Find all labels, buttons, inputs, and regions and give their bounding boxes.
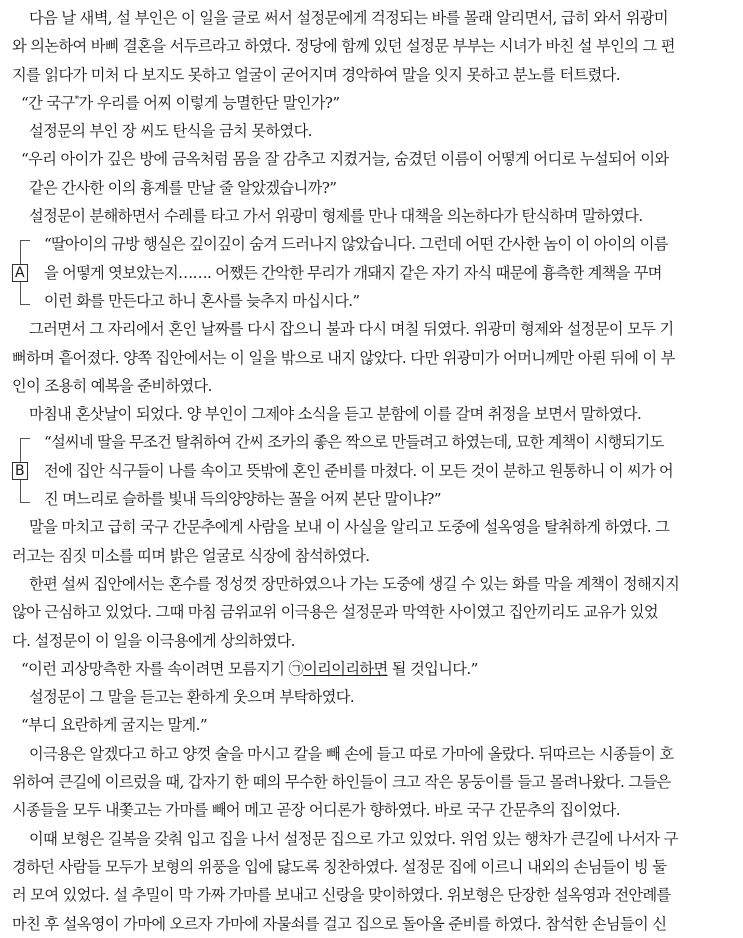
- circled-mark: ㉠: [288, 659, 304, 678]
- quote-line: 진 며느리로 슬하를 빛내 득의양양하는 꼴을 어찌 본단 말이냐?”: [44, 490, 441, 509]
- quote-line: [12, 89, 734, 117]
- quote-line: “딸아이의 규방 행실은 깊이깊이 숨겨 드러나지 않았습니다. 그런데 어떤 간사한 놈이 이 아이의 이름: [44, 235, 668, 254]
- bracket-bottom: [20, 492, 30, 503]
- quote-text: 가 우리를 어찌 이렇게 능멸한단 말인가?”: [78, 93, 340, 112]
- paragraph-line: 설정문이 그 말을 듣고는 환하게 웃으며 부탁하였다.: [29, 688, 355, 707]
- paragraph-line: 시종들을 모두 내쫓고는 가마를 빼어 메고 곧장 어디론가 향하였다. 바로 국구 간문추의 집이었다.: [12, 801, 620, 820]
- paragraph-line: 지를 읽다가 미처 다 보지도 못하고 얼굴이 굳어지며 경악하여 말을 잇지 못하고 분노를 터트렸다.: [12, 65, 620, 84]
- quote-line: “우리 아이가 깊은 방에 금옥처럼 몸을 잘 감추고 지켰거늘, 숨겼던 이름이 어떻게 어디로 누설되어 이와: [21, 150, 669, 169]
- novel-excerpt-page: [12, 4, 734, 938]
- paragraph-line: 경하던 사람들 모두가 보형의 위풍을 입에 닳도록 칭찬하였다. 설정문 집에 이르니 내외의 손님들이 빙 둘: [12, 857, 667, 876]
- quote-block-b: [12, 428, 734, 513]
- quote-line: [12, 655, 734, 683]
- paragraph-line: 말을 마치고 급히 국구 간문추에게 사람을 보내 이 사실을 알리고 도중에 설옥영을 탈취하게 하였다. 그: [29, 518, 670, 537]
- paragraph-line: 이때 보형은 길복을 갖춰 입고 집을 나서 설정문 집으로 가고 있었다. 위엄 있는 행차가 큰길에 나서자 구: [29, 829, 678, 848]
- bracket-bottom: [20, 294, 30, 305]
- bracket-top: [20, 240, 30, 241]
- footnote-mark: *: [74, 94, 79, 105]
- underlined-phrase: 이리이리하면: [303, 659, 388, 678]
- quote-text: “간 국구: [21, 93, 75, 112]
- quote-text: 될 것입니다.”: [387, 659, 478, 678]
- quote-line: 전에 집안 식구들이 나를 속이고 뜻밖에 혼인 준비를 마쳤다. 이 모든 것이 분하고 원통하니 이 씨가 어: [44, 461, 674, 480]
- label-b-box: B: [12, 462, 28, 480]
- paragraph-line: 뻐하며 흩어졌다. 양쪽 집안에서는 이 일을 밖으로 내지 않았다. 다만 위광미가 어머니께만 아뢴 뒤에 이 부: [12, 348, 675, 367]
- paragraph-line: 와 의논하여 바삐 결혼을 서두르라고 하였다. 정당에 함께 있던 설정문 부부는 시녀가 바친 설 부인의 그 편: [12, 37, 675, 56]
- paragraph-line: 다음 날 새벽, 설 부인은 이 일을 글로 써서 설정문에게 걱정되는 바를 몰래 알리면서, 급히 와서 위광미: [29, 9, 668, 27]
- paragraph-line: 그러면서 그 자리에서 혼인 날짜를 다시 잡으니 불과 다시 며칠 뒤였다. 위광미 형제와 설정문이 모두 기: [29, 320, 674, 339]
- quote-text: “이런 괴상망측한 자를 속이려면 모름지기: [21, 659, 289, 678]
- paragraph-line: 다. 설정문이 이 일을 이극용에게 상의하였다.: [12, 631, 295, 650]
- bracket-top: [20, 438, 30, 439]
- paragraph-line: 설정문의 부인 장 씨도 탄식을 금치 못하였다.: [29, 122, 312, 141]
- paragraph-line: 한편 설씨 집안에서는 혼수를 정성껏 장만하였으나 가는 도중에 생길 수 있는 화를 막을 계책이 정해지지: [29, 574, 680, 593]
- paragraph-line: 마침내 혼삿날이 되었다. 양 부인이 그제야 소식을 듣고 분함에 이를 갈며 취정을 보면서 말하였다.: [29, 405, 642, 424]
- paragraph-line: 않아 근심하고 있었다. 그때 마침 금위교위 이극용은 설정문과 막역한 사이였고 집안끼리도 교유가 있었: [12, 603, 658, 622]
- paragraph-line: 러고는 짐짓 미소를 띠며 밝은 얼굴로 식장에 참석하였다.: [12, 546, 370, 565]
- paragraph-line: 인이 조용히 예복을 준비하였다.: [12, 376, 212, 395]
- quote-block-a: [12, 230, 734, 315]
- paragraph-line: 러 모여 있었다. 설 추밀이 막 가짜 가마를 보내고 신랑을 맞이하였다. 위보형은 단장한 설옥영과 전안례를: [12, 886, 671, 905]
- paragraph-line: 설정문이 분해하면서 수레를 타고 가서 위광미 형제를 만나 대책을 의논하다가 탄식하며 말하였다.: [29, 207, 643, 226]
- paragraph-line: 이극용은 알겠다고 하고 양껏 술을 마시고 칼을 빼 손에 들고 따로 가마에 올랐다. 뒤따르는 시종들이 호: [29, 744, 674, 763]
- quote-line: “설씨네 딸을 무조건 탈취하여 간씨 조카의 좋은 짝으로 만들려고 하였는데, 묘한 계책이 시행되기도: [44, 433, 664, 452]
- quote-line: “부디 요란하게 굴지는 말게.”: [21, 716, 208, 735]
- paragraph-line: 위하여 큰길에 이르렀을 때, 갑자기 한 떼의 무수한 하인들이 크고 작은 몽둥이를 들고 몰려나왔다. 그들은: [12, 773, 671, 792]
- quote-line: 이런 화를 만든다고 하니 혼사를 늦추지 마십시다.”: [44, 291, 360, 310]
- quote-line: 같은 간사한 이의 흉계를 만날 줄 알았겠습니까?”: [29, 178, 337, 197]
- label-a-box: A: [12, 264, 28, 282]
- paragraph-line: 마친 후 설옥영이 가마에 오르자 가마에 자물쇠를 걸고 집으로 돌아올 준비를 하였다. 참석한 손님들이 신: [12, 914, 667, 933]
- quote-line: 을 어떻게 엿보았는지……. 어쨌든 간악한 무리가 개돼지 같은 자기 자식 때문에 흉측한 계책을 꾸며: [44, 263, 662, 282]
